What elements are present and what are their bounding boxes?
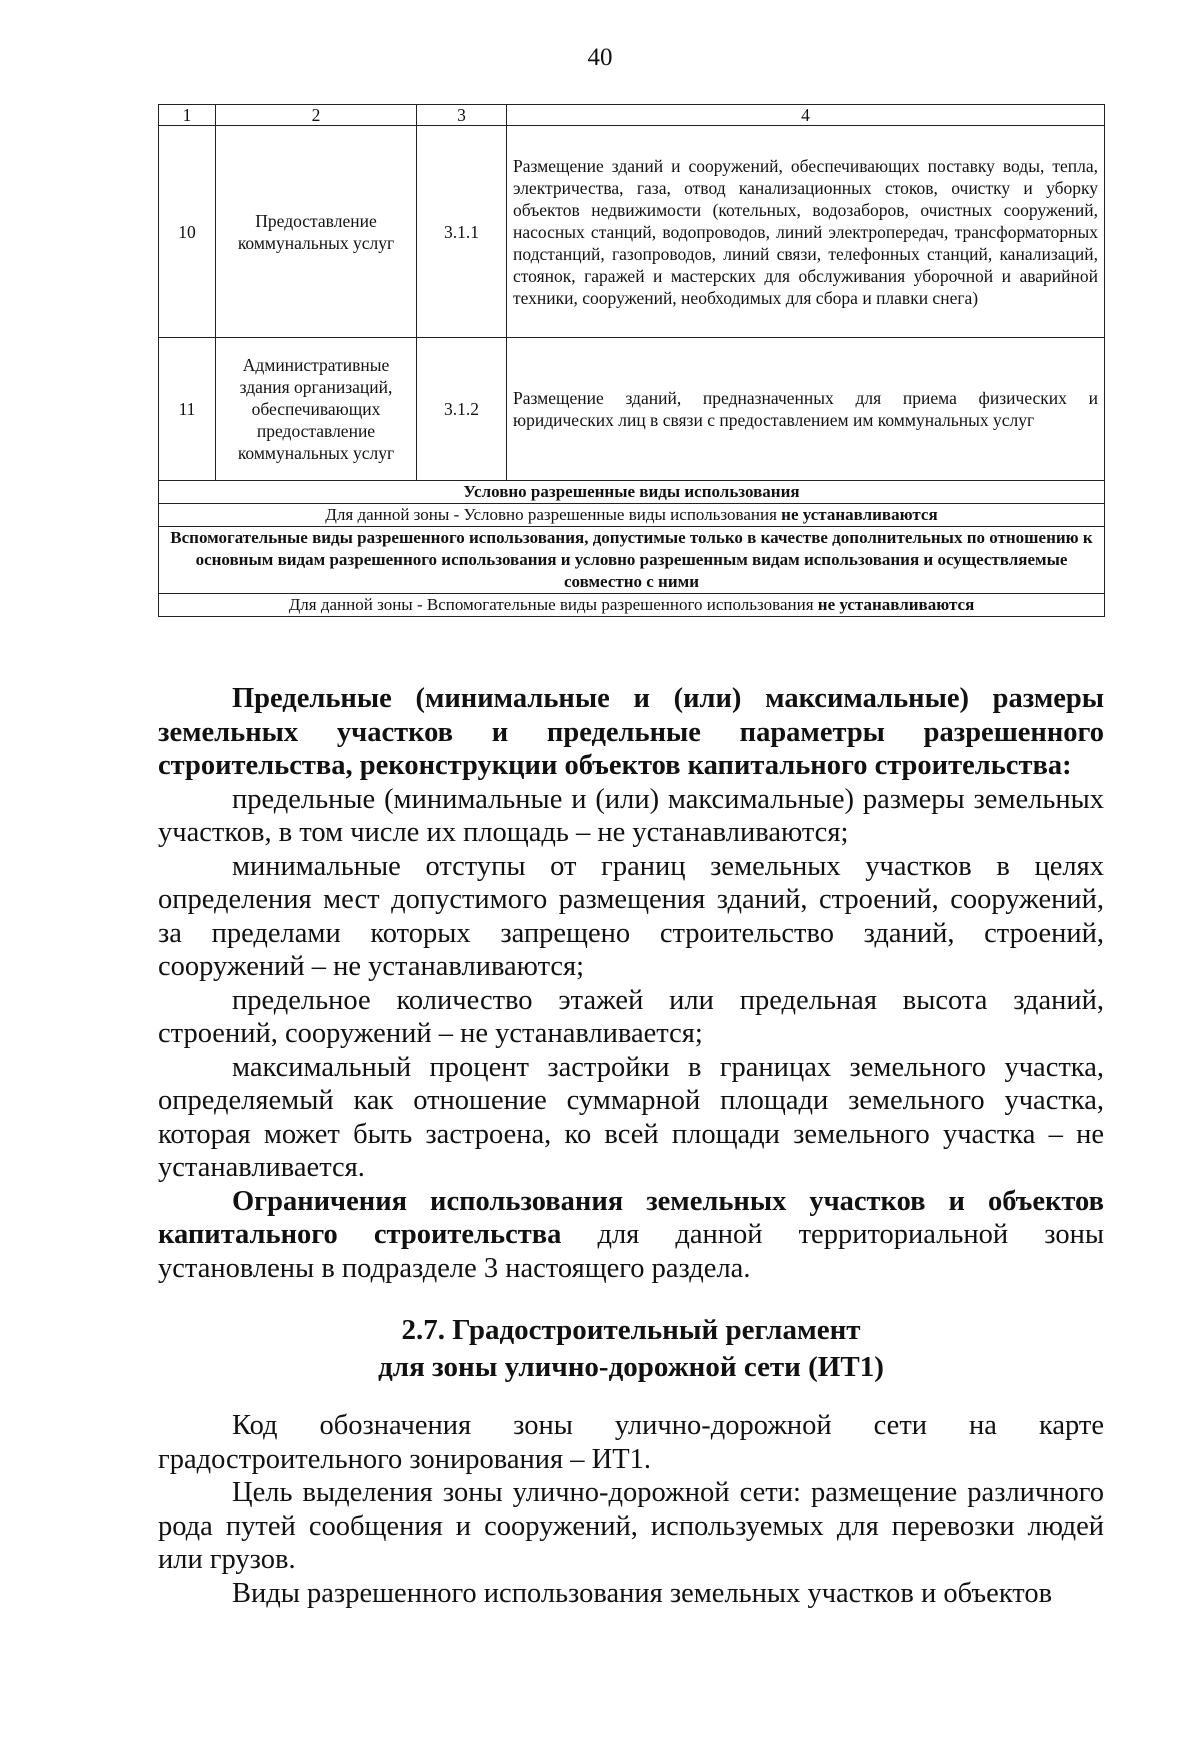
- use-name: Предоставление коммунальных услуг: [216, 126, 417, 338]
- header-cell-4: 4: [507, 105, 1105, 126]
- use-code: 3.1.2: [417, 338, 507, 481]
- zone-section: [158, 1409, 1104, 1610]
- section-title-line-1: 2.7. Градостроительный регламент: [401, 1314, 861, 1346]
- row-number: 10: [159, 126, 216, 338]
- table-row: [159, 338, 1105, 481]
- land-use-table: [158, 104, 1105, 617]
- limits-heading: Предельные (минимальные и (или) максимальные) размеры земельных участков и предельные параметры разрешенного строительства, реконструкции объектов капитального строительства:: [158, 683, 1104, 781]
- limits-paragraph: предельное количество этажей или предельная высота зданий, строений, сооружений – не устанавливается;: [158, 984, 1104, 1049]
- zone-paragraph: Виды разрешенного использования земельных участков и объектов: [232, 1577, 1053, 1609]
- limits-paragraph: максимальный процент застройки в границах земельного участка, определяемый как отношение суммарной площади земельного участка, которая может быть застроена, ко всей площади земельного участка – не устанавливается.: [158, 1051, 1104, 1183]
- header-cell-2: 2: [216, 105, 417, 126]
- auxiliary-note-row: [159, 594, 1105, 617]
- zone-paragraph: Цель выделения зоны улично-дорожной сети: размещение различного рода путей сообщения и сооружений, используемых для перевозки людей или грузов.: [158, 1477, 1104, 1575]
- section-title: [158, 1312, 1104, 1386]
- header-cell-3: 3: [417, 105, 507, 126]
- auxiliary-note: [159, 594, 1105, 617]
- restrictions-paragraph: [158, 1185, 1104, 1286]
- conditional-note-text: Для данной зоны - Условно разрешенные виды использования: [325, 505, 782, 524]
- section-title-line-2: для зоны улично-дорожной сети (ИТ1): [378, 1351, 884, 1383]
- conditional-note: [159, 504, 1105, 527]
- page-number: 40: [587, 44, 613, 71]
- zone-paragraph: Код обозначения зоны улично-дорожной сети на карте градостроительного зонирования – ИТ1.: [158, 1410, 1104, 1475]
- auxiliary-note-status: не устанавливаются: [817, 595, 975, 614]
- limits-section: [158, 682, 1104, 1285]
- auxiliary-heading-row: [159, 527, 1105, 594]
- restrictions-bold: Ограничения использования земельных участков и объектов капитального строительства: [158, 1185, 1104, 1250]
- use-description: Размещение зданий, предназначенных для приема физических и юридических лиц в связи с предоставлением им коммунальных услуг: [507, 338, 1105, 481]
- use-name: Административные здания организаций, обеспечивающих предоставление коммунальных услуг: [216, 338, 417, 481]
- conditional-note-status: не устанавливаются: [781, 505, 938, 524]
- header-cell-1: 1: [159, 105, 216, 126]
- auxiliary-heading: Вспомогательные виды разрешенного использования, допустимые только в качестве дополнительных по отношению к основным видам разрешенного использования и условно разрешенным видам использования и осуществляемые совместно с ними: [159, 527, 1105, 594]
- use-code: 3.1.1: [417, 126, 507, 338]
- conditional-heading-row: [159, 481, 1105, 504]
- limits-paragraph: минимальные отступы от границ земельных участков в целях определения мест допустимого размещения зданий, строений, сооружений, за пределами которых запрещено строительство зданий, строений, сооружений – не устанавливаются;: [158, 850, 1104, 982]
- conditional-note-row: [159, 504, 1105, 527]
- limits-paragraph: предельные (минимальные и (или) максимальные) размеры земельных участков, в том числе их площадь – не устанавливаются;: [158, 783, 1104, 848]
- conditional-heading: Условно разрешенные виды использования: [159, 481, 1105, 504]
- table-row: [159, 126, 1105, 338]
- row-number: 11: [159, 338, 216, 481]
- use-description: Размещение зданий и сооружений, обеспечивающих поставку воды, тепла, электричества, газа, отвод канализационных стоков, очистку и уборку объектов недвижимости (котельных, водозаборов, очистных сооружений, насосных станций, водопроводов, линий электропередач, трансформаторных подстанций, газопроводов, линий связи, телефонных станций, канализаций, стоянок, гаражей и мастерских для обслуживания уборочной и аварийной техники, сооружений, необходимых для сбора и плавки снега): [507, 126, 1105, 338]
- restrictions-rest: для данной территориальной зоны установлены в подразделе 3 настоящего раздела.: [158, 1219, 1104, 1284]
- auxiliary-note-text: Для данной зоны - Вспомогательные виды разрешенного использования: [288, 595, 818, 614]
- table-header-row: [159, 105, 1105, 126]
